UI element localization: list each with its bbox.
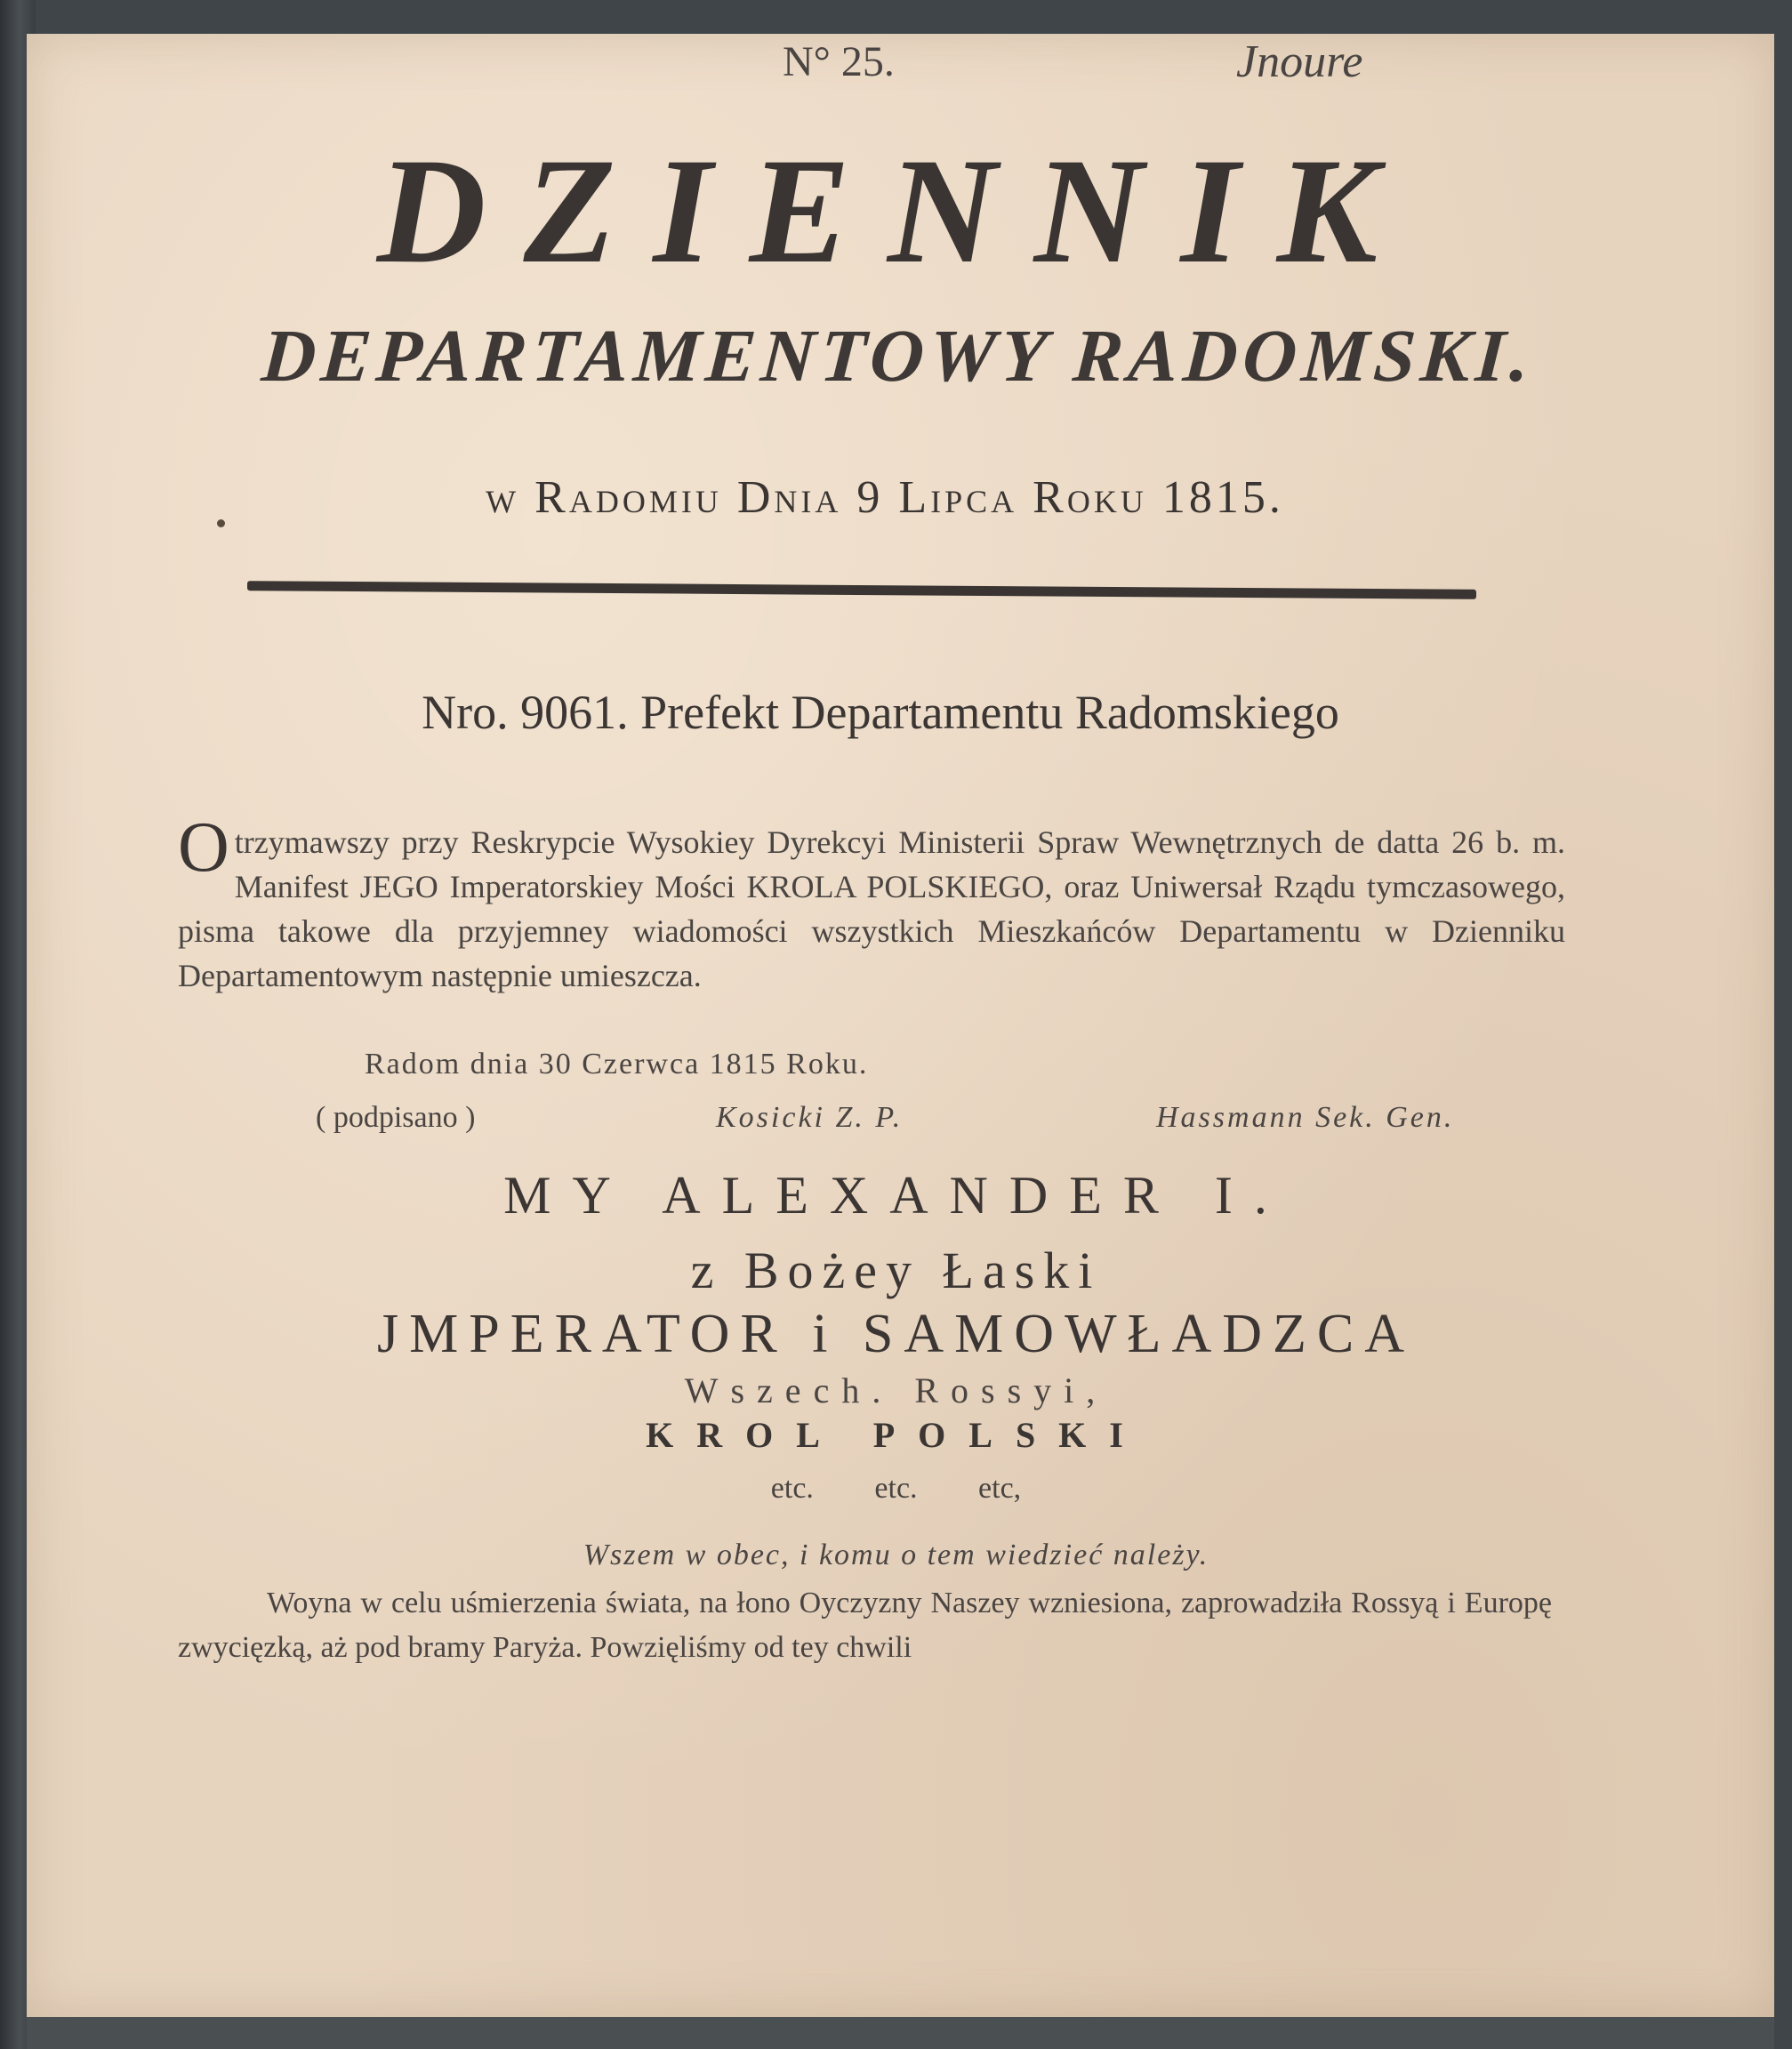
drop-cap: O: [178, 808, 229, 887]
notice-body: [178, 808, 1565, 998]
masthead-title: DZIENNIK: [376, 127, 1416, 294]
signed-label: ( podpisano ): [316, 1101, 476, 1134]
manifesto-line-4: Wszech. Rossyi,: [684, 1370, 1108, 1410]
ink-speck: [217, 519, 225, 527]
manifesto-line-2: z Bożey Łaski: [690, 1241, 1102, 1299]
scan-background-bottom: [27, 2017, 1774, 2049]
manifesto-line-1: MY ALEXANDER I.: [503, 1166, 1289, 1225]
notice-date: Radom dnia 30 Czerwca 1815 Roku.: [365, 1048, 869, 1081]
issue-number: N° 25.: [783, 38, 895, 85]
manifesto-line-7: Wszem w obec, i komu o tem wiedzieć należy.: [583, 1539, 1209, 1571]
manifesto-line-5: KROL POLSKI: [646, 1415, 1146, 1455]
handwritten-mark: Jnoure: [1236, 36, 1363, 87]
manifesto-body: Woyna w celu uśmierzenia świata, na łono Oyczyzny Naszey wzniesiona, zaprowadziła Rossyą i Europę zwycięzką, aż pod bramy Paryża. Powzięliśmy od tey chwili: [178, 1587, 1552, 1664]
masthead-subtitle: DEPARTAMENTOWY RADOMSKI.: [259, 315, 1538, 398]
signer-hassmann: Hassmann Sek. Gen.: [1156, 1101, 1455, 1134]
notice-heading: Nro. 9061. Prefekt Departamentu Radomskiego: [422, 686, 1339, 739]
masthead-dateline: w Radomiu Dnia 9 Lipca Roku 1815.: [486, 472, 1284, 523]
notice-body-text: trzymawszy przy Reskrypcie Wysokiey Dyrekcyi Ministerii Spraw Wewnętrznych de datta 26 b. m. Manifest JEGO Imperatorskiey Mości KROLA POLSKIEGO, oraz Uniwersał Rządu tymczasowego, pisma takowe dla przyjemney wiadomości wszystkich Mieszkańców Departamentu w Dzienniku Departamentowym następnie umieszcza.: [178, 824, 1565, 993]
manifesto-line-3: JMPERATOR i SAMOWŁADZCA: [376, 1304, 1416, 1364]
signer-kosicki: Kosicki Z. P.: [716, 1101, 904, 1134]
manifesto-line-6: etc. etc. etc,: [770, 1472, 1022, 1505]
